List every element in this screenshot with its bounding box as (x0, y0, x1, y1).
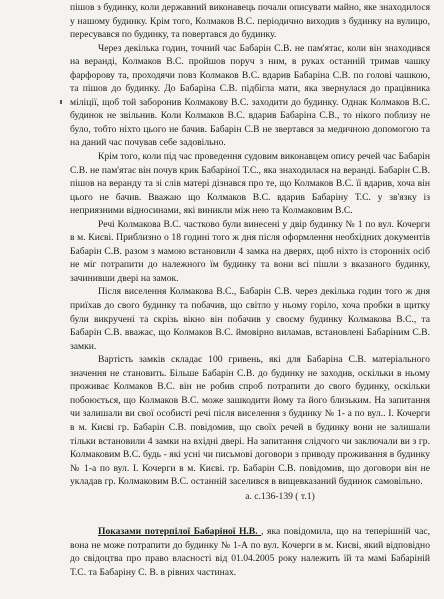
text-line: потрапити до свого будинку, оскільки побоюється, що Колмаков В.С. може (70, 381, 430, 406)
text-line: Через декілька годин, точний час Бабарін С.В. не пам'ятає, коли він (98, 42, 382, 54)
paragraph-6 (70, 353, 430, 488)
text-line: звільнив. Коли Колмаков В.С. вдарив Бабаріна С.В., то нікого поблизу не (119, 110, 430, 122)
text-line: хоча пробки в щитку були викручені та скрізь вікно він побачив у своєму (70, 300, 430, 325)
text-line: зашкодити йому та його близьким. На запитання чи залишали ви свої (70, 394, 431, 420)
testimony-heading (98, 526, 261, 537)
text-line: теперішній час, вона не може потрапити до будинку № 1-А по вул. Кочерги в (70, 526, 431, 551)
text-line: Після виселення Колмакова В.С., Бабарін С.В. через декілька годин (98, 286, 382, 298)
paragraph-2 (70, 42, 430, 150)
text-line: необхідних документів Бабарін С.В. разом з мамою встановили 4 замка на (70, 232, 430, 257)
text-line: приводу проживання в будинку № 1-а по вул. І. Кочерги в м. Києві. гр. Бабарін (70, 449, 431, 474)
text-line: заключали ви з гр. Колмаковим В.С. будь - які усні чи письмові договори з (70, 435, 430, 461)
text-line-tail: , яка повідомила, що на (261, 526, 362, 538)
text-line: будинку. (241, 29, 277, 41)
text-line: гр. Бабарін С.В. повідомив, що своїх речей в будинку вони не залишали (117, 421, 430, 433)
text-line: на веранді. Бабарін С.В. пішов на веранду та зі слів матері дізнався про те, (70, 164, 430, 190)
text-line: будинку Колмакова В.С., та Бабарін С.В. вважає, що Колмаков В.С. ймовірно (70, 313, 430, 339)
text-line: матеріального значення не становить. Більше Бабарін С.В. до будинку не (70, 354, 430, 379)
paragraph-5 (70, 285, 430, 353)
text-line: м. Києві, який відповідно до свідоцтва про право власності від 01.04.2005 (70, 539, 430, 565)
paragraph-1 (70, 1, 430, 42)
text-line: між нею та Колмаковим В.С. (234, 205, 353, 217)
text-line: заселився в вищевказаний будинок самовільно. (229, 476, 423, 488)
pen-mark (60, 100, 62, 104)
text-line: Вартість замків складає 100 гривень, які для Бабаріна С.В. (98, 354, 367, 366)
text-line: дверях, щоб ніхто із сторонніх осіб не міг потрапити до належного їм (70, 245, 430, 271)
text-line: виходив з будинку на вулицю, пересувався по будинку, та повертався до (70, 15, 430, 41)
text-line: пішов з будинку, коли державний виконавець почали описувати майно, яке (70, 2, 377, 13)
text-line: останній тримав чашку фарфорову та, проходячи повз Колмаков В.С. вдарив (70, 56, 430, 81)
text-line: що Колмаков В.С. її вдарив, хоча він цього не бачив. Вважаю що Колмаков (70, 178, 431, 203)
text-line: вул. Кочерги в м. Києві. Приблизно о 18 годині того ж дня після оформлення (70, 218, 430, 244)
text-line: року належить їй та мамі Бабаріній Т.С. та Бабаріну С. В. в рівних частинах. (70, 553, 431, 578)
text-line: допомогою та на даний час почував себе задовільно. (70, 123, 430, 149)
text-line: підбігла мати, яка звернулася до працівника міліції, щоб той заборонив (70, 83, 430, 108)
text-line: Речі Колмакова В.С. частково були винесені у двір будинку № 1 по (98, 218, 376, 230)
text-line: особисті речі після виселення з будинку № 1- а по вул.. І. Кочерги в м. Києві (70, 408, 430, 433)
text-line: того ж дня приїхав до свого будинку та побачив, що світло у ньому горіло, (70, 286, 430, 312)
paragraph-4 (70, 218, 430, 286)
text-line: Показами потерпілої Бабаріної Н.В. (98, 526, 258, 538)
case-file-reference: а. с.136-139 ( т.1) (245, 490, 315, 502)
paragraph-7 (70, 525, 430, 579)
text-line: виламав, встановлені Бабаріним С.В. замки. (70, 327, 430, 352)
text-line: тільки встановили 4 замки на вхідні двері. На запитання слідчого чи (70, 435, 352, 447)
text-line: Бабаріна С.В. по голові чашкою, та пішов до будинку. До Бабаріна С.В. (70, 69, 430, 95)
text-line: Колмакову В.С. заходити до будинку. Однак Колмаков В.С. будинок не (70, 96, 430, 122)
text-line: В.С. вдарив Бабаріну Т.С. у зв'язку із неприязними відносинами, які виникли (70, 191, 430, 217)
text-line: Крім того, коли під час проведення судовим виконавцем опису речей (98, 151, 381, 163)
paragraph-3 (70, 150, 430, 218)
text-line: заходив, оскільки в ньому проживає Колмаков В.С. він не робив спроб (70, 367, 430, 393)
text-line: будинку та вони всі пішли з вказаного будинку, зачинивши двері на замок. (70, 259, 431, 284)
text-line: час Бабарін С.В. не пам'ятає він почув крик Бабаріної Т.С., яка знаходилася (70, 151, 430, 176)
text-line: знаходилося у нашому будинку. Крім того, Колмаков В.С. періодично (70, 2, 430, 27)
text-line: знаходився на веранді, Колмаков В.С. пройшов поруч з ним, в руках (70, 42, 430, 68)
text-line: С.В. повідомив, що договори він не укладав гр. Колмаковим В.С. останній (70, 462, 430, 488)
text-line: було, тобто ніхто цього не бачив. Бабарін С.В не звертався за медичною (70, 123, 370, 135)
